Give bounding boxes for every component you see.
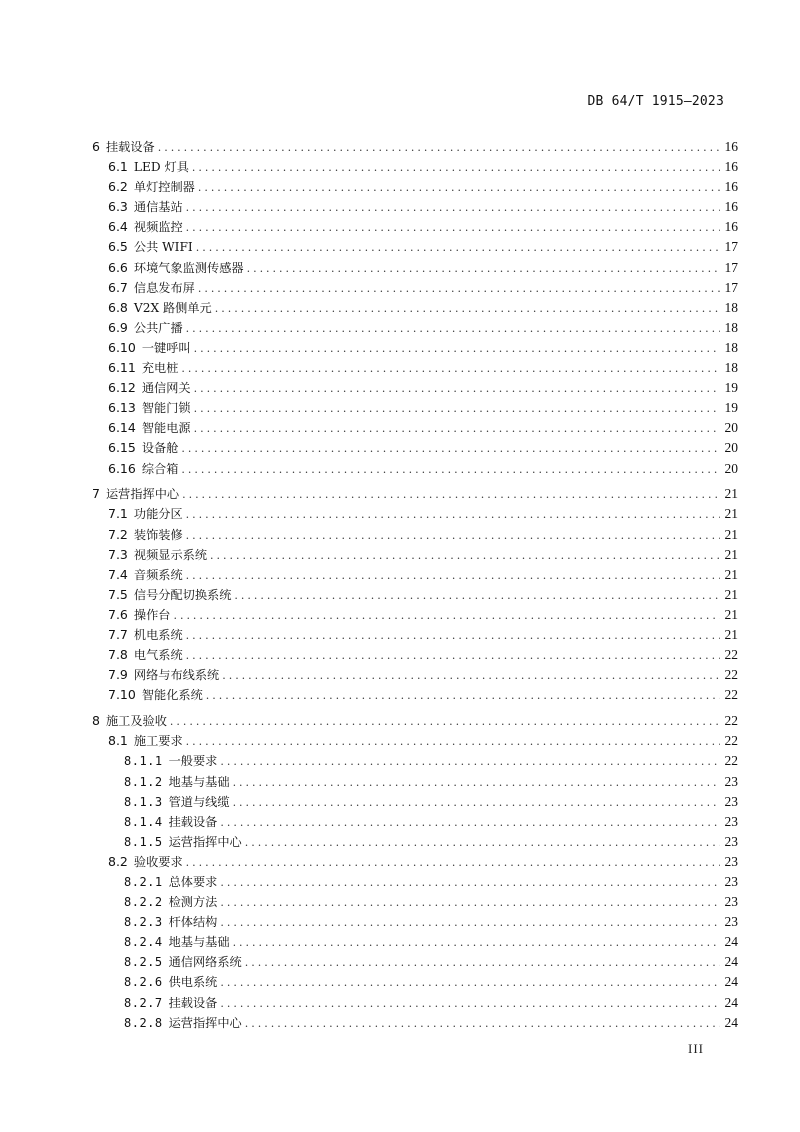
toc-entry-page: 17 xyxy=(724,259,738,275)
toc-entry-page: 23 xyxy=(724,853,738,869)
toc-entry[interactable] xyxy=(92,197,738,217)
page-number: III xyxy=(688,1041,704,1056)
dot-leader xyxy=(186,526,720,546)
toc-entry-page: 23 xyxy=(724,813,738,829)
toc-entry-number: 8.2.3 xyxy=(124,915,163,930)
toc-entry-title: 地基与基础 xyxy=(168,774,230,789)
toc-entry[interactable] xyxy=(92,398,738,418)
toc-entry-page: 22 xyxy=(724,647,738,663)
toc-entry-number: 8.1.5 xyxy=(124,834,163,849)
toc-entry-title: 地基与基础 xyxy=(168,935,230,950)
dot-leader xyxy=(181,439,720,459)
toc-entry-number: 6.9 xyxy=(108,319,128,335)
toc-entry-page: 18 xyxy=(724,360,738,376)
toc-entry-title: 公共 WIFI xyxy=(133,240,193,255)
toc-entry-title: 通信基站 xyxy=(133,200,183,215)
dot-leader xyxy=(186,732,720,752)
toc-entry[interactable] xyxy=(92,358,738,378)
toc-entry-page: 21 xyxy=(724,486,738,502)
dot-leader xyxy=(220,973,720,993)
toc-entry-number: 6.15 xyxy=(108,440,136,456)
toc-entry[interactable] xyxy=(92,378,738,398)
toc-entry-page: 23 xyxy=(724,773,738,789)
toc-entry-number: 8.2.5 xyxy=(124,955,163,970)
toc-entry-title: 充电桩 xyxy=(141,361,179,376)
toc-entry-title: 总体要求 xyxy=(168,874,218,889)
toc-entry-number: 6.2 xyxy=(108,179,128,195)
toc-entry-title: 环境气象监测传感器 xyxy=(133,260,244,275)
toc-entry-title: 信息发布屏 xyxy=(133,280,195,295)
dot-leader xyxy=(186,505,720,525)
toc-entry-number: 8.1.3 xyxy=(124,794,163,809)
toc-entry-page: 21 xyxy=(724,546,738,562)
toc-entry-title: 运营指挥中心 xyxy=(168,1015,242,1030)
dot-leader xyxy=(196,238,720,258)
dot-leader xyxy=(181,460,720,480)
toc-entry-title: V2X 路侧单元 xyxy=(133,300,212,315)
toc-entry-title: 挂载设备 xyxy=(105,140,155,154)
toc-entry[interactable] xyxy=(92,832,738,852)
toc-entry[interactable] xyxy=(92,217,738,237)
toc-entry-title: 电气系统 xyxy=(133,648,183,663)
toc-entry-page: 20 xyxy=(724,440,738,456)
toc-entry-number: 7.3 xyxy=(108,546,128,562)
toc-entry-page: 23 xyxy=(724,793,738,809)
toc-entry[interactable] xyxy=(92,585,738,605)
toc-entry-title: 施工及验收 xyxy=(105,714,167,729)
toc-entry-title: 机电系统 xyxy=(133,628,183,643)
toc-entry-page: 24 xyxy=(724,934,738,950)
toc-entry-number: 8.1.4 xyxy=(124,814,163,829)
toc-entry-number: 6.12 xyxy=(108,380,136,396)
toc-entry[interactable] xyxy=(92,665,738,685)
toc-entry-title: 网络与布线系统 xyxy=(133,668,220,683)
toc-entry-page: 17 xyxy=(724,239,738,255)
toc-entry-title: 运营指挥中心 xyxy=(168,834,242,849)
toc-entry-page: 22 xyxy=(724,713,738,729)
dot-leader xyxy=(186,218,720,238)
toc-entry-title: 检测方法 xyxy=(168,895,218,910)
toc-entry-page: 21 xyxy=(724,566,738,582)
toc-entry-number: 7.7 xyxy=(108,627,128,643)
toc-entry-title: 视频监控 xyxy=(133,220,183,235)
toc-entry-page: 22 xyxy=(724,733,738,749)
dot-leader xyxy=(233,933,720,953)
toc-entry-title: 通信网关 xyxy=(141,381,191,396)
toc-entry-page: 18 xyxy=(724,319,738,335)
toc-entry-page: 21 xyxy=(724,606,738,622)
toc-entry-number: 7.10 xyxy=(108,687,136,703)
toc-entry[interactable] xyxy=(92,338,738,358)
toc-entry-page: 22 xyxy=(724,753,738,769)
toc-entry-number: 7.6 xyxy=(108,606,128,622)
toc-entry-title: 验收要求 xyxy=(133,854,183,869)
toc-entry-page: 22 xyxy=(724,667,738,683)
toc-entry-number: 6.13 xyxy=(108,400,136,416)
toc-entry[interactable] xyxy=(92,278,738,298)
dot-leader xyxy=(186,319,720,339)
dot-leader xyxy=(245,833,720,853)
toc-entry-number: 6 xyxy=(92,139,100,154)
toc-entry-number: 6.11 xyxy=(108,360,136,376)
toc-entry[interactable] xyxy=(92,298,738,318)
toc-entry-title: 管道与线缆 xyxy=(168,794,230,809)
table-of-contents xyxy=(92,137,738,1033)
toc-entry-page: 17 xyxy=(724,279,738,295)
toc-entry[interactable] xyxy=(92,565,738,585)
toc-entry-page: 20 xyxy=(724,460,738,476)
dot-leader xyxy=(245,953,720,973)
toc-entry-page: 24 xyxy=(724,1014,738,1030)
toc-entry-number: 7.4 xyxy=(108,566,128,582)
toc-entry-page: 18 xyxy=(724,299,738,315)
toc-entry-page: 21 xyxy=(724,526,738,542)
toc-entry-number: 7 xyxy=(92,486,100,502)
toc-entry-title: 通信网络系统 xyxy=(168,955,242,970)
toc-entry[interactable] xyxy=(92,237,738,257)
toc-entry-page: 19 xyxy=(724,380,738,396)
dot-leader xyxy=(194,419,720,439)
toc-entry-page: 24 xyxy=(724,954,738,970)
toc-entry-page: 16 xyxy=(724,139,738,154)
toc-entry[interactable] xyxy=(92,645,738,665)
toc-entry-number: 7.1 xyxy=(108,506,128,522)
toc-entry-number: 6.16 xyxy=(108,460,136,476)
toc-entry[interactable] xyxy=(92,812,738,832)
toc-entry-page: 18 xyxy=(724,339,738,355)
dot-leader xyxy=(233,793,720,813)
toc-entry-number: 8.2.8 xyxy=(124,1015,163,1030)
toc-entry-title: 施工要求 xyxy=(133,734,183,749)
toc-entry-number: 8 xyxy=(92,713,100,729)
toc-entry-number: 6.10 xyxy=(108,339,136,355)
dot-leader xyxy=(220,752,720,772)
toc-entry-page: 16 xyxy=(724,199,738,215)
dot-leader xyxy=(186,198,720,218)
dot-leader xyxy=(194,379,720,399)
toc-entry-number: 6.6 xyxy=(108,259,128,275)
toc-entry[interactable] xyxy=(92,731,738,751)
dot-leader xyxy=(158,138,720,158)
dot-leader xyxy=(247,259,720,279)
toc-entry-number: 8.2.1 xyxy=(124,874,163,889)
toc-entry-title: 设备舱 xyxy=(141,441,179,456)
toc-entry-page: 16 xyxy=(724,159,738,175)
toc-entry-number: 6.14 xyxy=(108,420,136,436)
dot-leader xyxy=(194,399,720,419)
toc-entry[interactable] xyxy=(92,545,738,565)
toc-entry-title: 音频系统 xyxy=(133,567,183,582)
dot-leader xyxy=(186,853,720,873)
toc-entry-title: 操作台 xyxy=(133,607,171,622)
dot-leader xyxy=(186,646,720,666)
toc-entry[interactable] xyxy=(92,177,738,197)
toc-entry-page: 24 xyxy=(724,994,738,1010)
toc-entry-title: 智能化系统 xyxy=(141,688,203,703)
toc-entry-page: 16 xyxy=(724,219,738,235)
toc-entry-number: 8.2 xyxy=(108,853,128,869)
toc-entry[interactable] xyxy=(92,504,738,524)
toc-entry[interactable] xyxy=(92,852,738,872)
toc-entry-number: 8.2.7 xyxy=(124,995,163,1010)
toc-entry-number: 8.1.1 xyxy=(124,754,163,769)
toc-entry[interactable] xyxy=(92,792,738,812)
toc-entry-title: 装饰装修 xyxy=(133,527,183,542)
dot-leader xyxy=(206,686,720,706)
toc-entry-title: LED 灯具 xyxy=(133,160,189,175)
dot-leader xyxy=(198,178,720,198)
toc-entry-page: 21 xyxy=(724,627,738,643)
toc-entry-number: 6.4 xyxy=(108,219,128,235)
toc-entry[interactable] xyxy=(92,605,738,625)
dot-leader xyxy=(220,913,720,933)
toc-entry[interactable] xyxy=(92,932,738,952)
toc-entry-title: 功能分区 xyxy=(133,507,183,522)
toc-entry[interactable] xyxy=(92,157,738,177)
toc-entry-number: 6.1 xyxy=(108,159,128,175)
standard-code-header: DB 64/T 1915—2023 xyxy=(587,94,724,109)
toc-entry[interactable] xyxy=(92,772,738,792)
toc-entry-title: 公共广播 xyxy=(133,320,183,335)
dot-leader xyxy=(170,712,720,732)
dot-leader xyxy=(173,606,720,626)
toc-entry-title: 一般要求 xyxy=(168,754,218,769)
toc-entry-number: 6.8 xyxy=(108,299,128,315)
toc-entry[interactable] xyxy=(92,912,738,932)
toc-entry[interactable] xyxy=(92,484,738,504)
toc-entry-number: 8.1.2 xyxy=(124,774,163,789)
toc-entry[interactable] xyxy=(92,418,738,438)
toc-entry[interactable] xyxy=(92,459,738,479)
toc-entry-page: 19 xyxy=(724,400,738,416)
toc-entry-page: 16 xyxy=(724,179,738,195)
toc-entry[interactable] xyxy=(92,258,738,278)
toc-entry[interactable] xyxy=(92,318,738,338)
toc-entry-title: 视频显示系统 xyxy=(133,547,208,562)
dot-leader xyxy=(194,339,720,359)
toc-entry-page: 21 xyxy=(724,586,738,602)
toc-entry-title: 一键呼叫 xyxy=(141,340,191,355)
toc-entry-number: 8.2.4 xyxy=(124,935,163,950)
toc-entry[interactable] xyxy=(92,525,738,545)
toc-entry-number: 8.2.2 xyxy=(124,895,163,910)
toc-entry[interactable] xyxy=(92,625,738,645)
toc-entry-number: 7.9 xyxy=(108,667,128,683)
toc-entry-title: 挂载设备 xyxy=(168,995,218,1010)
toc-entry-page: 23 xyxy=(724,833,738,849)
dot-leader xyxy=(210,546,720,566)
toc-entry-title: 信号分配切换系统 xyxy=(133,587,232,602)
toc-entry-number: 8.2.6 xyxy=(124,975,163,990)
toc-entry-number: 8.1 xyxy=(108,733,128,749)
toc-entry-page: 21 xyxy=(724,506,738,522)
toc-entry-page: 22 xyxy=(724,687,738,703)
dot-leader xyxy=(220,893,720,913)
dot-leader xyxy=(192,158,720,178)
toc-entry-number: 7.5 xyxy=(108,586,128,602)
dot-leader xyxy=(220,813,720,833)
dot-leader xyxy=(222,666,720,686)
toc-entry-title: 运营指挥中心 xyxy=(105,487,180,502)
toc-entry[interactable] xyxy=(92,872,738,892)
toc-entry[interactable] xyxy=(92,993,738,1013)
toc-entry-title: 单灯控制器 xyxy=(133,180,195,195)
toc-entry-number: 7.8 xyxy=(108,647,128,663)
toc-entry-number: 6.3 xyxy=(108,199,128,215)
dot-leader xyxy=(220,994,720,1014)
toc-entry[interactable] xyxy=(92,892,738,912)
dot-leader xyxy=(220,873,720,893)
toc-entry[interactable] xyxy=(92,972,738,992)
dot-leader xyxy=(215,299,720,319)
dot-leader xyxy=(198,279,720,299)
toc-entry-page: 23 xyxy=(724,873,738,889)
toc-entry-page: 23 xyxy=(724,914,738,930)
dot-leader xyxy=(233,773,720,793)
dot-leader xyxy=(186,626,720,646)
toc-entry-title: 智能门锁 xyxy=(141,401,191,416)
toc-entry-title: 综合箱 xyxy=(141,461,179,476)
toc-entry-title: 挂载设备 xyxy=(168,814,218,829)
dot-leader xyxy=(245,1014,720,1034)
toc-entry[interactable] xyxy=(92,1013,738,1033)
dot-leader xyxy=(234,586,720,606)
toc-entry[interactable] xyxy=(92,711,738,731)
toc-entry-number: 6.5 xyxy=(108,239,128,255)
toc-entry-title: 供电系统 xyxy=(168,975,218,990)
dot-leader xyxy=(182,485,720,505)
toc-entry[interactable] xyxy=(92,438,738,458)
toc-entry-title: 杆体结构 xyxy=(168,915,218,930)
toc-entry[interactable] xyxy=(92,137,738,157)
toc-entry-page: 23 xyxy=(724,894,738,910)
toc-entry[interactable] xyxy=(92,952,738,972)
toc-entry-number: 6.7 xyxy=(108,279,128,295)
toc-entry[interactable] xyxy=(92,751,738,771)
toc-entry-page: 24 xyxy=(724,974,738,990)
toc-entry[interactable] xyxy=(92,685,738,705)
dot-leader xyxy=(186,566,720,586)
toc-entry-title: 智能电源 xyxy=(141,421,191,436)
toc-entry-page: 20 xyxy=(724,420,738,436)
dot-leader xyxy=(181,359,720,379)
toc-entry-number: 7.2 xyxy=(108,526,128,542)
